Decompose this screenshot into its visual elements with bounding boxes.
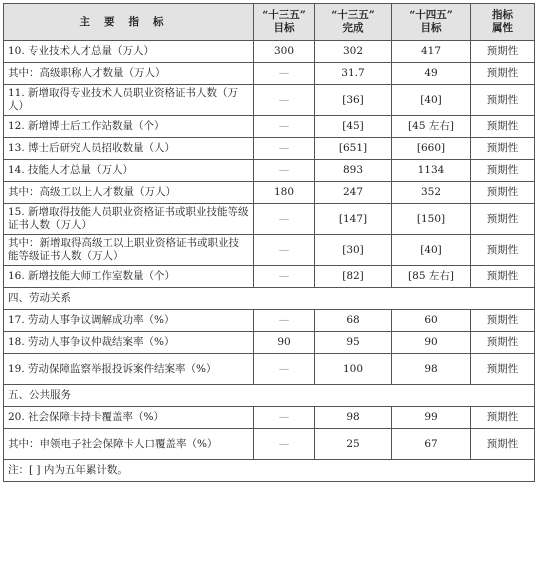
actual-13th-value: 98 (315, 407, 392, 429)
indicator-name: 其中：高级职称人才数量（万人） (4, 63, 254, 85)
attribute-value: 预期性 (471, 63, 535, 85)
table-header-row (4, 4, 535, 41)
attribute-value: 预期性 (471, 204, 535, 235)
indicator-name: 18. 劳动人事争议仲裁结案率（%） (4, 332, 254, 354)
table-row (4, 138, 535, 160)
header-indicator: 主要指标 (4, 4, 254, 41)
table-row (4, 266, 535, 288)
attribute-value: 预期性 (471, 182, 535, 204)
note-row (4, 460, 535, 482)
actual-13th-value: 302 (315, 41, 392, 63)
target-14th-value: [85 左右] (392, 266, 471, 288)
target-13th-value: — (254, 235, 315, 266)
attribute-value: 预期性 (471, 266, 535, 288)
target-14th-value: [40] (392, 85, 471, 116)
table-row (4, 235, 535, 266)
actual-13th-value: 95 (315, 332, 392, 354)
target-13th-value: — (254, 354, 315, 385)
actual-13th-value: [45] (315, 116, 392, 138)
attribute-value: 预期性 (471, 332, 535, 354)
target-14th-value: 99 (392, 407, 471, 429)
table-row (4, 41, 535, 63)
indicator-name: 其中：申领电子社会保障卡人口覆盖率（%） (4, 429, 254, 460)
indicator-name: 13. 博士后研究人员招收数量（人） (4, 138, 254, 160)
indicator-name: 17. 劳动人事争议调解成功率（%） (4, 310, 254, 332)
indicator-name: 16. 新增技能大师工作室数量（个） (4, 266, 254, 288)
table-body (4, 41, 535, 482)
attribute-value: 预期性 (471, 310, 535, 332)
table-row (4, 63, 535, 85)
attribute-value: 预期性 (471, 407, 535, 429)
indicator-table (3, 3, 535, 482)
header-14th-target: “十四五” 目标 (392, 4, 471, 41)
table-row (4, 332, 535, 354)
table-row (4, 116, 535, 138)
header-attribute: 指标 属性 (471, 4, 535, 41)
target-13th-value: — (254, 310, 315, 332)
indicator-table-wrapper (3, 3, 535, 482)
target-13th-value: — (254, 266, 315, 288)
table-row (4, 160, 535, 182)
section-title: 五、公共服务 (4, 385, 535, 407)
target-14th-value: 1134 (392, 160, 471, 182)
actual-13th-value: [82] (315, 266, 392, 288)
indicator-name: 14. 技能人才总量（万人） (4, 160, 254, 182)
actual-13th-value: 893 (315, 160, 392, 182)
target-13th-value: 90 (254, 332, 315, 354)
indicator-name: 15. 新增取得技能人员职业资格证书或职业技能等级证书人数（万人） (4, 204, 254, 235)
indicator-name: 20. 社会保障卡持卡覆盖率（%） (4, 407, 254, 429)
indicator-name: 11. 新增取得专业技术人员职业资格证书人数（万人） (4, 85, 254, 116)
target-13th-value: — (254, 63, 315, 85)
target-14th-value: [660] (392, 138, 471, 160)
attribute-value: 预期性 (471, 41, 535, 63)
target-13th-value: 300 (254, 41, 315, 63)
table-row (4, 85, 535, 116)
target-14th-value: [150] (392, 204, 471, 235)
table-row (4, 182, 535, 204)
target-14th-value: 417 (392, 41, 471, 63)
attribute-value: 预期性 (471, 138, 535, 160)
indicator-name: 10. 专业技术人才总量（万人） (4, 41, 254, 63)
target-13th-value: 180 (254, 182, 315, 204)
header-13th-actual: “十三五” 完成 (315, 4, 392, 41)
table-row (4, 354, 535, 385)
target-13th-value: — (254, 138, 315, 160)
target-13th-value: — (254, 160, 315, 182)
section-title: 四、劳动关系 (4, 288, 535, 310)
actual-13th-value: [147] (315, 204, 392, 235)
header-13th-target: “十三五” 目标 (254, 4, 315, 41)
target-14th-value: [40] (392, 235, 471, 266)
actual-13th-value: [36] (315, 85, 392, 116)
actual-13th-value: 25 (315, 429, 392, 460)
target-14th-value: [45 左右] (392, 116, 471, 138)
target-13th-value: — (254, 204, 315, 235)
table-row (4, 310, 535, 332)
target-14th-value: 90 (392, 332, 471, 354)
indicator-name: 19. 劳动保障监察举报投诉案件结案率（%） (4, 354, 254, 385)
table-row (4, 429, 535, 460)
attribute-value: 预期性 (471, 116, 535, 138)
actual-13th-value: [30] (315, 235, 392, 266)
table-row (4, 204, 535, 235)
target-13th-value: — (254, 407, 315, 429)
indicator-name: 其中：新增取得高级工以上职业资格证书或职业技能等级证书人数（万人） (4, 235, 254, 266)
actual-13th-value: 31.7 (315, 63, 392, 85)
target-13th-value: — (254, 429, 315, 460)
attribute-value: 预期性 (471, 429, 535, 460)
target-13th-value: — (254, 116, 315, 138)
target-14th-value: 67 (392, 429, 471, 460)
attribute-value: 预期性 (471, 235, 535, 266)
target-14th-value: 98 (392, 354, 471, 385)
indicator-name: 12. 新增博士后工作站数量（个） (4, 116, 254, 138)
attribute-value: 预期性 (471, 354, 535, 385)
table-row (4, 407, 535, 429)
target-13th-value: — (254, 85, 315, 116)
section-row (4, 288, 535, 310)
actual-13th-value: [651] (315, 138, 392, 160)
actual-13th-value: 68 (315, 310, 392, 332)
target-14th-value: 49 (392, 63, 471, 85)
attribute-value: 预期性 (471, 160, 535, 182)
actual-13th-value: 100 (315, 354, 392, 385)
actual-13th-value: 247 (315, 182, 392, 204)
attribute-value: 预期性 (471, 85, 535, 116)
indicator-name: 其中：高级工以上人才数量（万人） (4, 182, 254, 204)
target-14th-value: 60 (392, 310, 471, 332)
section-row (4, 385, 535, 407)
target-14th-value: 352 (392, 182, 471, 204)
table-note: 注：[ ] 内为五年累计数。 (4, 460, 535, 482)
